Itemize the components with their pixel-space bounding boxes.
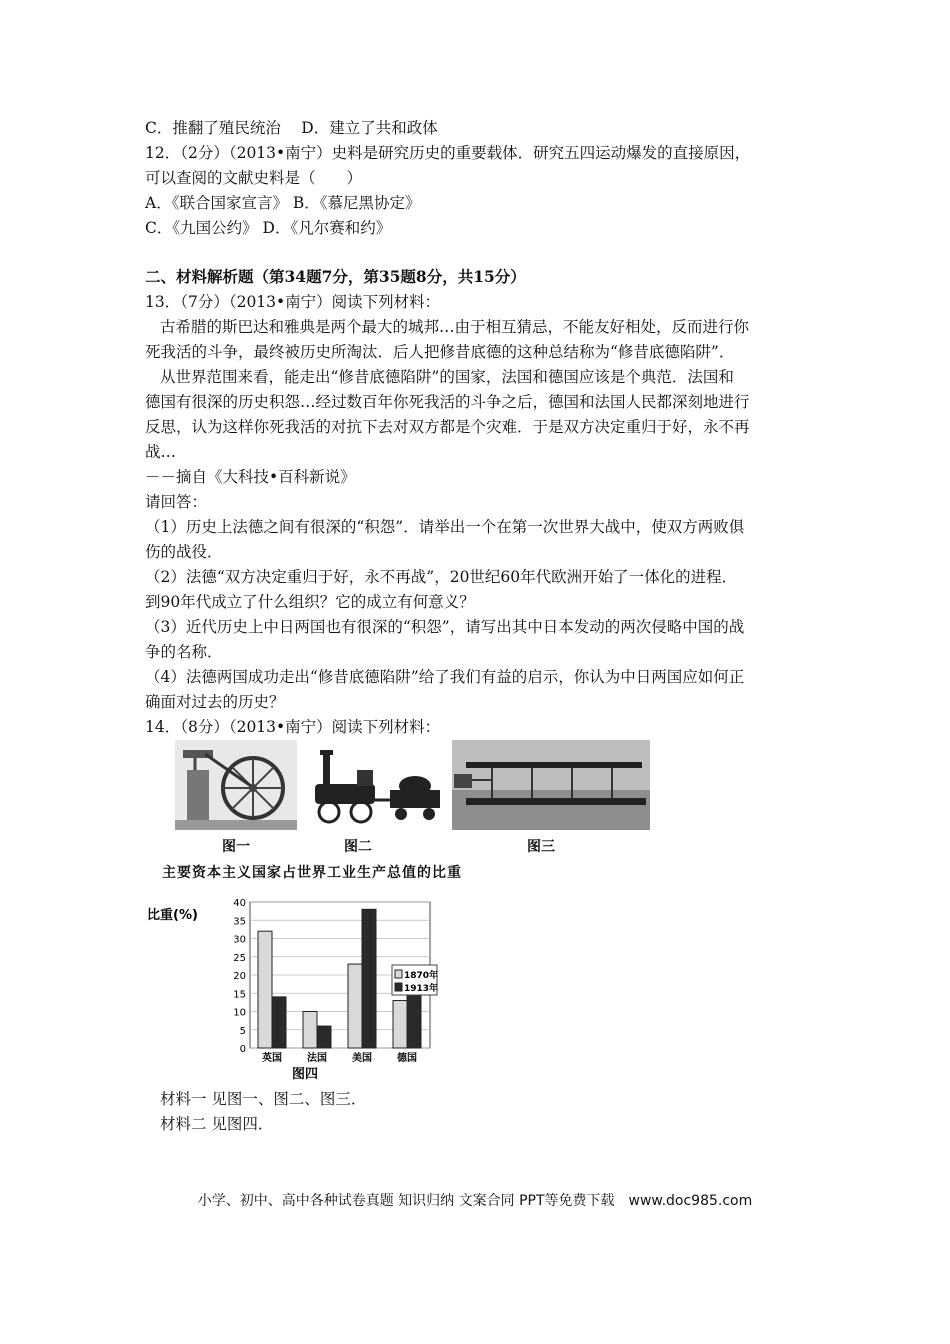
q13-sub2-line1: （2）法德“双方决定重归于好，永不再战”，20世纪60年代欧洲开始了一体化的进程． xyxy=(145,568,738,586)
y-tick-label: 10 xyxy=(233,1007,246,1019)
page-footer: 小学、初中、高中各种试卷真题 知识归纳 文案合同 PPT等免费下载 www.doc985.com xyxy=(197,1193,753,1209)
chart-title: 主要资本主义国家占世界工业生产总值的比重 xyxy=(162,865,462,881)
steam-engine-image xyxy=(175,740,297,830)
airplane-image xyxy=(452,740,650,830)
q13-para1-line1: 古希腊的斯巴达和雅典是两个最大的城邦…由于相互猜忌，不能友好相处，反而进行你 xyxy=(160,318,750,336)
legend-swatch xyxy=(395,983,402,991)
q13-sub4-line1: （4）法德两国成功走出“修昔底德陷阱”给了我们有益的启示，你认为中日两国应如何正 xyxy=(145,668,745,686)
bar-美国-1913年 xyxy=(362,909,376,1048)
y-tick-label: 20 xyxy=(233,971,246,982)
q13-sub2-line2: 到90年代成立了什么组织？它的成立有何意义？ xyxy=(145,593,475,611)
q13-para2-line3: 反思，认为这样你死我活的对抗下去对双方都是个灾难．于是双方决定重归于好，永不再 xyxy=(145,418,750,436)
q14-intro: 14．（8分）（2013•南宁）阅读下列材料： xyxy=(145,718,441,736)
q13-para1-line2: 死我活的斗争，最终被历史所淘汰．后人把修昔底德的这种总结称为“修昔底德陷阱”． xyxy=(145,343,735,361)
q13-source: －－摘自《大科技•百科新说》 xyxy=(145,468,356,486)
bar-德国-1870年 xyxy=(393,1001,407,1048)
fig2-caption: 图二 xyxy=(344,839,372,855)
q13-para2-line1: 从世界范围来看，能走出“修昔底德陷阱”的国家，法国和德国应该是个典范．法国和 xyxy=(160,368,734,386)
x-tick-label: 法国 xyxy=(307,1053,327,1064)
q13-sub3-line2: 争的名称． xyxy=(145,643,223,661)
fig3-caption: 图三 xyxy=(527,839,555,855)
q13-sub3-line1: （3）近代历史上中日两国也有很深的“积怨”，请写出其中日本发动的两次侵略中国的战 xyxy=(145,618,745,636)
material-one: 材料一 见图一、图二、图三． xyxy=(160,1090,367,1108)
q13-para2-line4: 战… xyxy=(145,443,177,461)
legend-swatch xyxy=(395,970,402,978)
q11-options-cd: C．推翻了殖民统治 D．建立了共和政体 xyxy=(145,119,438,137)
q12-options-cd: C．《九国公约》 D．《凡尔赛和约》 xyxy=(145,219,392,237)
q13-sub1-line1: （1）历史上法德之间有很深的“积怨”．请举出一个在第一次世界大战中，使双方两败俱 xyxy=(145,518,745,536)
y-tick-label: 25 xyxy=(233,952,246,964)
y-tick-label: 0 xyxy=(239,1044,246,1055)
q12-stem-line2: 可以查阅的文献史料是（ ） xyxy=(145,169,363,187)
y-axis-label: 比重(%) xyxy=(147,908,198,923)
figure-caption: 图四 xyxy=(291,1067,319,1082)
x-tick-label: 英国 xyxy=(262,1053,282,1064)
x-tick-label: 美国 xyxy=(352,1053,372,1064)
bar-美国-1870年 xyxy=(348,964,362,1048)
locomotive-image xyxy=(305,740,445,830)
q13-ask: 请回答： xyxy=(145,493,208,511)
x-tick-label: 德国 xyxy=(397,1053,417,1064)
material-two: 材料二 见图四． xyxy=(160,1115,274,1133)
y-tick-label: 30 xyxy=(233,934,246,946)
bar-英国-1913年 xyxy=(272,997,286,1048)
fig1-caption: 图一 xyxy=(222,839,250,855)
y-tick-label: 15 xyxy=(233,989,246,1001)
section-heading: 二、材料解析题（第34题7分，第35题8分，共15分） xyxy=(145,267,526,286)
q13-para2-line2: 德国有很深的历史积怨…经过数百年你死我活的斗争之后，德国和法国人民都深刻地进行 xyxy=(145,393,750,411)
bar-英国-1870年 xyxy=(258,931,272,1048)
bar-德国-1913年 xyxy=(407,990,421,1048)
bar-法国-1913年 xyxy=(317,1026,331,1048)
bar-chart xyxy=(145,895,445,1085)
q13-intro: 13．（7分）（2013•南宁）阅读下列材料： xyxy=(145,293,441,311)
legend-label: 1870年 xyxy=(404,971,439,981)
q13-sub1-line2: 伤的战役． xyxy=(145,543,223,561)
y-tick-label: 5 xyxy=(239,1025,246,1037)
q13-sub4-line2: 确面对过去的历史？ xyxy=(145,693,285,711)
y-tick-label: 35 xyxy=(233,916,246,928)
q12-stem-line1: 12．（2分）（2013•南宁）史料是研究历史的重要载体．研究五四运动爆发的直接原因， xyxy=(145,144,751,162)
q12-options-ab: A．《联合国家宣言》 B．《慕尼黑协定》 xyxy=(145,194,421,212)
bar-法国-1870年 xyxy=(303,1012,317,1049)
legend-label: 1913年 xyxy=(404,984,439,994)
y-tick-label: 40 xyxy=(233,898,246,909)
